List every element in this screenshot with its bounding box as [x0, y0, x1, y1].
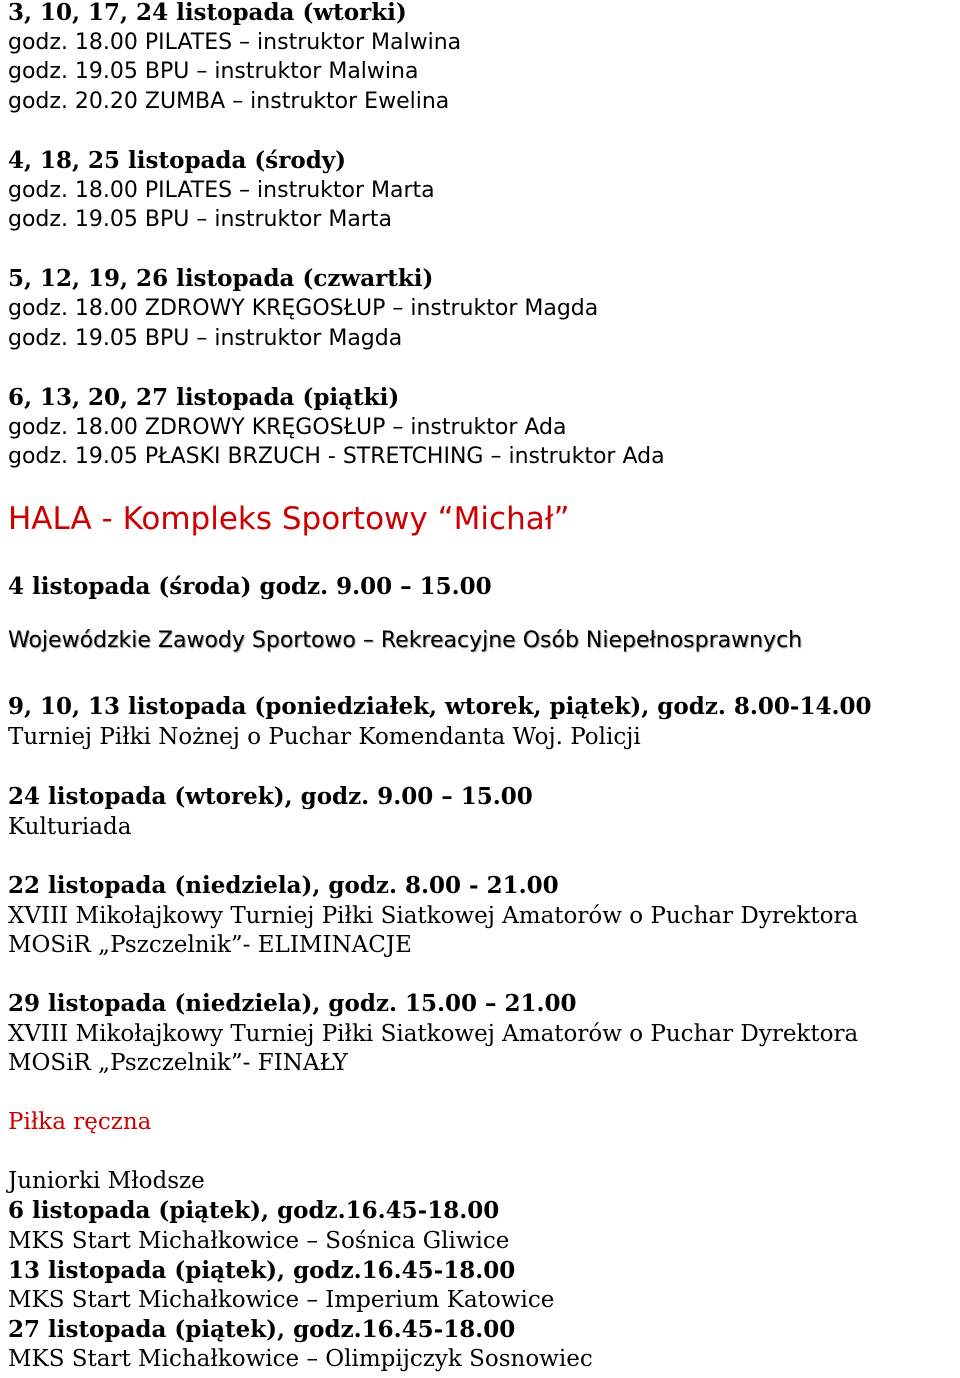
event-description: Turniej Piłki Nożnej o Puchar Komendanta Woj. Policji — [8, 724, 641, 750]
event-date: 4 listopada (środa) godz. 9.00 – 15.00 — [8, 573, 492, 600]
fridays-class: godz. 18.00 ZDROWY KRĘGOSŁUP – instruktor Ada — [8, 415, 567, 440]
event-description: XVIII Mikołajkowy Turniej Piłki Siatkowej Amatorów o Puchar Dyrektora — [8, 903, 859, 929]
match-date: 6 listopada (piątek), godz.16.45-18.00 — [8, 1197, 500, 1224]
tuesdays-class: godz. 20.20 ZUMBA – instruktor Ewelina — [8, 89, 450, 114]
wednesdays-heading: 4, 18, 25 listopada (środy) — [8, 147, 347, 174]
thursdays-class: godz. 18.00 ZDROWY KRĘGOSŁUP – instruktor Magda — [8, 296, 599, 321]
thursdays-heading: 5, 12, 19, 26 listopada (czwartki) — [8, 265, 434, 292]
match-teams: MKS Start Michałkowice – Olimpijczyk Sosnowiec — [8, 1346, 593, 1372]
handball-category: Juniorki Młodsze — [8, 1168, 205, 1194]
thursdays-class: godz. 19.05 BPU – instruktor Magda — [8, 326, 403, 351]
match-date: 13 listopada (piątek), godz.16.45-18.00 — [8, 1257, 516, 1284]
tuesdays-class: godz. 19.05 BPU – instruktor Malwina — [8, 59, 419, 84]
tuesdays-class: godz. 18.00 PILATES – instruktor Malwina — [8, 30, 462, 55]
wednesdays-class: godz. 19.05 BPU – instruktor Marta — [8, 207, 392, 232]
event-date: 24 listopada (wtorek), godz. 9.00 – 15.00 — [8, 783, 533, 810]
wednesdays-class: godz. 18.00 PILATES – instruktor Marta — [8, 178, 435, 203]
fridays-heading: 6, 13, 20, 27 listopada (piątki) — [8, 384, 400, 411]
hala-title: HALA - Kompleks Sportowy “Michał” — [8, 501, 570, 537]
event-date: 9, 10, 13 listopada (poniedziałek, wtorek, piątek), godz. 8.00-14.00 — [8, 693, 872, 720]
match-teams: MKS Start Michałkowice – Sośnica Gliwice — [8, 1228, 510, 1254]
handball-title: Piłka ręczna — [8, 1109, 152, 1135]
event-description: Wojewódzkie Zawody Sportowo – Rekreacyjne Osób Niepełnosprawnych — [8, 628, 803, 653]
match-teams: MKS Start Michałkowice – Imperium Katowice — [8, 1287, 555, 1313]
fridays-class: godz. 19.05 PŁASKI BRZUCH - STRETCHING – instruktor Ada — [8, 444, 665, 469]
event-description: MOSiR „Pszczelnik”- FINAŁY — [8, 1050, 348, 1076]
tuesdays-heading: 3, 10, 17, 24 listopada (wtorki) — [8, 0, 407, 26]
event-description: MOSiR „Pszczelnik”- ELIMINACJE — [8, 932, 412, 958]
event-description: XVIII Mikołajkowy Turniej Piłki Siatkowej Amatorów o Puchar Dyrektora — [8, 1021, 859, 1047]
event-description: Kulturiada — [8, 814, 132, 840]
match-date: 27 listopada (piątek), godz.16.45-18.00 — [8, 1316, 516, 1343]
event-date: 22 listopada (niedziela), godz. 8.00 - 21.00 — [8, 872, 559, 899]
event-date: 29 listopada (niedziela), godz. 15.00 – 21.00 — [8, 990, 577, 1017]
